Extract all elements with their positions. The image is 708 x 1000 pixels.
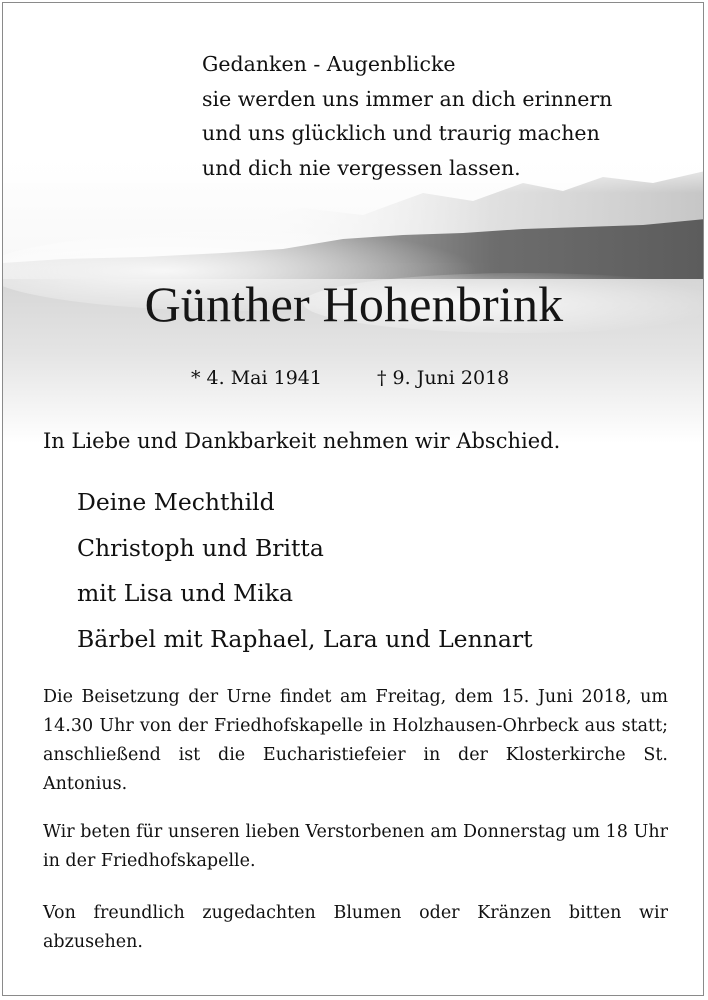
mourners-list xyxy=(77,480,533,662)
poem-line: und uns glücklich und traurig machen xyxy=(202,121,600,145)
mourner-line: Bärbel mit Raphael, Lara und Lennart xyxy=(77,624,533,653)
birth-date: * 4. Mai 1941 xyxy=(191,367,322,389)
poem-line: sie werden uns immer an dich erinnern xyxy=(202,86,613,111)
mourner-line: Deine Mechthild xyxy=(77,488,275,516)
poem-line: Gedanken - Augenblicke xyxy=(202,52,456,76)
obituary-frame xyxy=(2,2,704,996)
death-date: † 9. Juni 2018 xyxy=(377,367,510,389)
poem xyxy=(202,47,682,185)
prayer-info-paragraph: Wir beten für unseren lieben Verstorbenen am Donnerstag um 18 Uhr in der Friedhofskapelle. xyxy=(43,822,668,871)
mourner-line: mit Lisa und Mika xyxy=(77,579,293,607)
deceased-name: Günther Hohenbrink xyxy=(144,276,564,332)
life-dates xyxy=(191,367,509,389)
mourner-line: Christoph und Britta xyxy=(77,533,324,562)
funeral-info-paragraph: Die Beisetzung der Urne findet am Freitag, dem 15. Juni 2018, um 14.30 Uhr von der Friedhofskapelle in Holzhausen-Ohrbeck aus statt; anschließend ist die Eucharistiefeier in der Klosterkirche St. Antonius. xyxy=(43,687,668,794)
poem-line: und dich nie vergessen lassen. xyxy=(202,155,521,180)
flowers-note-paragraph: Von freundlich zugedachten Blumen oder Kränzen bitten wir abzusehen. xyxy=(43,903,668,952)
farewell-line: In Liebe und Dankbarkeit nehmen wir Abschied. xyxy=(43,429,561,453)
